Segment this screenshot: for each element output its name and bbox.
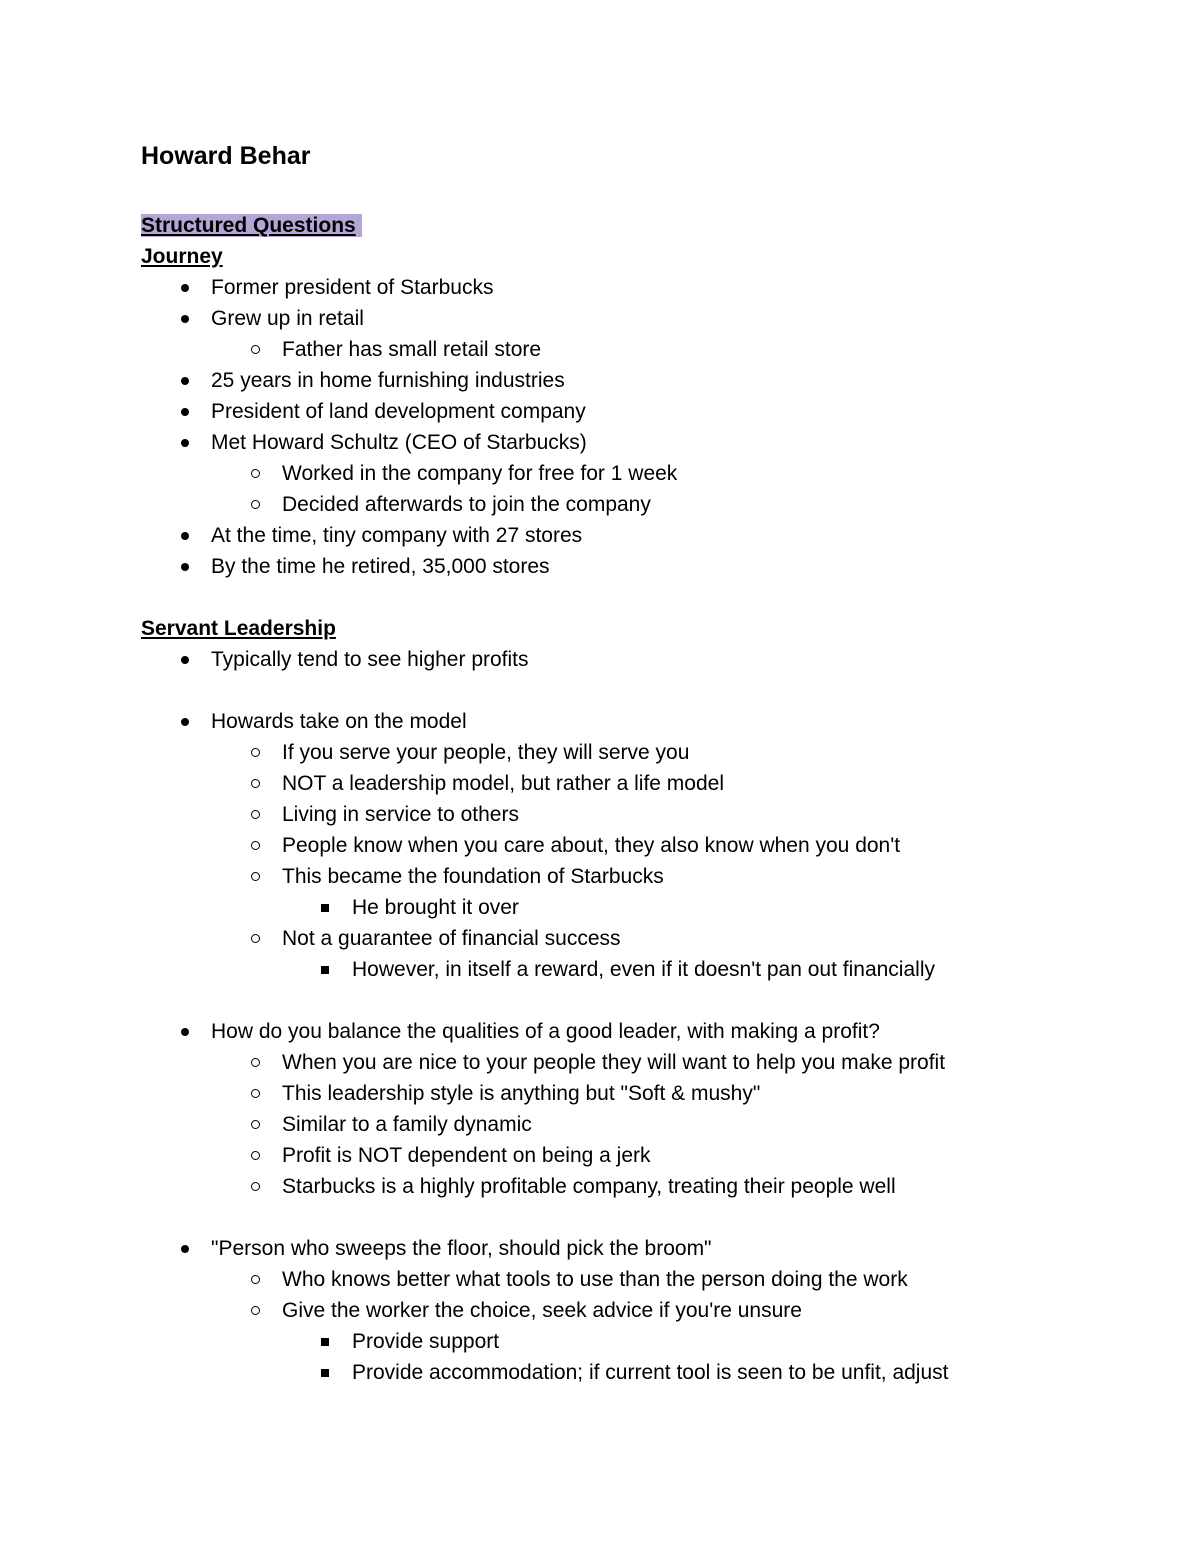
list-item: Grew up in retail — [211, 307, 364, 330]
list-item: He brought it over — [352, 896, 519, 919]
list-item: This became the foundation of Starbucks — [282, 865, 664, 888]
servant-leadership-heading: Servant Leadership — [141, 617, 336, 640]
list-item: Profit is NOT dependent on being a jerk — [282, 1144, 651, 1167]
list-item: Starbucks is a highly profitable company, treating their people well — [282, 1175, 896, 1198]
blank-line — [141, 675, 1121, 706]
list-item: Howards take on the model — [211, 710, 467, 733]
list-item: Living in service to others — [282, 803, 519, 826]
structured-questions-heading: Structured Questions — [141, 214, 362, 237]
list-item: People know when you care about, they also know when you don't — [282, 834, 901, 857]
blank-line — [141, 582, 1121, 613]
document-title: Howard Behar — [141, 142, 311, 170]
list-item: When you are nice to your people they will want to help you make profit — [282, 1051, 946, 1074]
spacer — [141, 174, 1121, 210]
list-item: Similar to a family dynamic — [282, 1113, 532, 1136]
list-item: "Person who sweeps the floor, should pick the broom" — [211, 1237, 712, 1260]
list-item: NOT a leadership model, but rather a life model — [282, 772, 725, 795]
list-item: Typically tend to see higher profits — [211, 648, 529, 671]
list-item: However, in itself a reward, even if it doesn't pan out financially — [352, 958, 935, 981]
list-item: If you serve your people, they will serve you — [282, 741, 690, 764]
blank-line — [141, 985, 1121, 1016]
list-item: At the time, tiny company with 27 stores — [211, 524, 583, 547]
list-item: Not a guarantee of financial success — [282, 927, 621, 950]
list-item: Who knows better what tools to use than the person doing the work — [282, 1268, 908, 1291]
list-item: Provide support — [352, 1330, 500, 1353]
list-item: By the time he retired, 35,000 stores — [211, 555, 550, 578]
list-item: This leadership style is anything but "Soft & mushy" — [282, 1082, 761, 1105]
list-item: Decided afterwards to join the company — [282, 493, 651, 516]
section-label — [141, 210, 1121, 241]
journey-heading: Journey — [141, 245, 223, 268]
list-item: Former president of Starbucks — [211, 276, 494, 299]
blank-line — [141, 1202, 1121, 1233]
servant-leadership-list — [141, 644, 1121, 1388]
list-item: President of land development company — [211, 400, 586, 423]
document-page — [141, 138, 1121, 1388]
list-item: Give the worker the choice, seek advice if you're unsure — [282, 1299, 802, 1322]
list-item: Met Howard Schultz (CEO of Starbucks) — [211, 431, 587, 454]
list-item: How do you balance the qualities of a good leader, with making a profit? — [211, 1020, 880, 1043]
list-item: 25 years in home furnishing industries — [211, 369, 565, 392]
list-item: Worked in the company for free for 1 week — [282, 462, 678, 485]
journey-list — [141, 272, 1121, 582]
list-item: Father has small retail store — [282, 338, 542, 361]
list-item: Provide accommodation; if current tool is seen to be unfit, adjust — [352, 1361, 949, 1384]
